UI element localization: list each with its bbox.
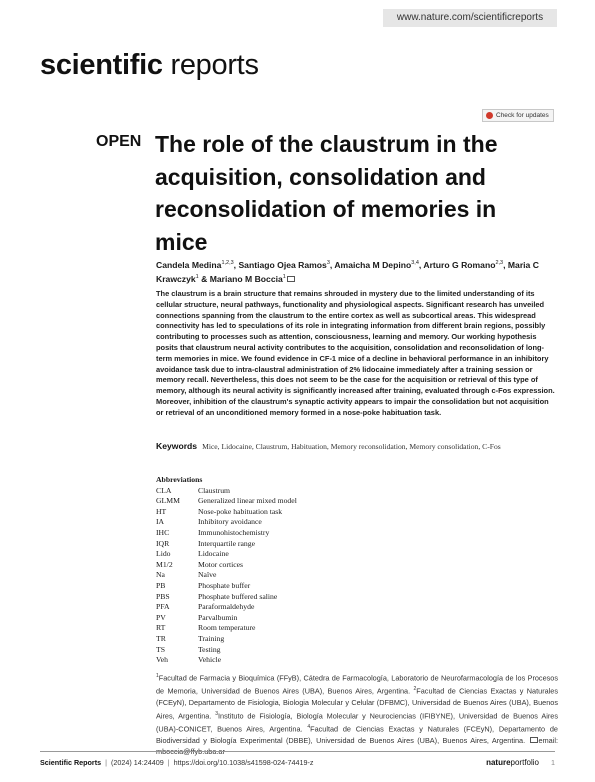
author-affiliation-sup: 1,2,3 — [221, 260, 234, 266]
abbreviation-row — [156, 560, 456, 571]
abbreviation-definition: Parvalbumin — [198, 612, 238, 622]
footer-separator: | — [105, 757, 107, 767]
email-label: email: — [538, 735, 559, 745]
journal-url-link[interactable]: www.nature.com/scientificreports — [383, 9, 557, 27]
footer-divider — [40, 751, 555, 752]
author-name[interactable]: Mariano M Boccia — [209, 274, 283, 285]
abbreviation-definition: Testing — [198, 644, 221, 654]
affiliations — [156, 671, 558, 758]
abbreviation-term: M1/2 — [156, 559, 173, 569]
abbreviation-definition: Lidocaine — [198, 549, 229, 559]
abbreviation-definition: Motor cortices — [198, 559, 244, 569]
abbreviation-row — [156, 613, 456, 624]
abbreviation-row — [156, 623, 456, 634]
abbreviation-definition: Vehicle — [198, 655, 222, 665]
abbreviation-definition: Naïve — [198, 570, 217, 580]
mail-icon — [530, 737, 538, 743]
footer-journal: Scientific Reports — [40, 757, 102, 767]
abbreviation-row — [156, 645, 456, 656]
affiliation-sup: 2 — [413, 686, 417, 693]
author-affiliation-sup: 2,3 — [495, 260, 504, 266]
abbreviation-definition: Nose-poke habituation task — [198, 506, 283, 516]
abbreviation-term: PFA — [156, 602, 170, 612]
abbreviation-definition: Room temperature — [198, 623, 256, 633]
abbreviations-list — [156, 486, 456, 666]
affiliation-3: Instituto de Fisiología, Biología Molecular y Neurociencias (IFIBYNE), Universidad de Buenos Aires (UBA)-CONICET, Buenos Aires, Argentina. — [156, 711, 559, 734]
abbreviation-term: Veh — [156, 655, 168, 665]
abbreviation-term: PV — [156, 612, 166, 622]
author-list: Candela Medina$^{1,2,3}$, Santiago Ojea Ramos$^3$, Amaicha M Depino$^{3,4}$, Arturo G Romano$^{2,3}$, Maria C Krawczyk$^1$ & Mariano M Boccia$^1$ — [156, 259, 539, 285]
abbreviation-term: IHC — [156, 527, 170, 537]
email-link[interactable]: mboccia@ffyb.uba.ar — [156, 747, 225, 757]
keywords-section — [156, 441, 558, 453]
abbreviation-definition: Phosphate buffered saline — [198, 591, 278, 601]
abbreviation-row — [156, 581, 456, 592]
affiliation-sup: 1 — [156, 673, 159, 679]
abbreviation-definition: Inhibitory avoidance — [198, 517, 262, 527]
abbreviation-term: Lido — [156, 549, 171, 559]
keywords-list: Mice, Lidocaine, Claustrum, Habituation, Memory reconsolidation, Memory consolidation, C-Fos — [202, 442, 501, 451]
abbreviation-row — [156, 602, 456, 613]
abbreviation-definition: Generalized linear mixed model — [198, 496, 297, 506]
author-name[interactable]: Candela Medina — [156, 259, 222, 270]
logo-nature: nature — [486, 757, 511, 767]
logo-scientific: scientific — [40, 49, 163, 81]
author-name[interactable]: Arturo G Romano — [423, 259, 496, 270]
affiliation-2: Facultad de Ciencias Exactas y Naturales (FCEyN), Departamento de Fisiologia, Biologia Molecular y Celular (DFBMC), Universidad de Buenos Aires (UBA), Buenos Aires, Argentina. — [156, 686, 559, 721]
abbreviation-term: HT — [156, 506, 167, 516]
logo-portfolio: portfolio — [510, 757, 539, 767]
abbreviation-row — [156, 549, 456, 560]
check-for-updates-button[interactable] — [482, 109, 554, 122]
abbreviation-row — [156, 528, 456, 539]
author-affiliation-sup: 3 — [326, 260, 330, 266]
abbreviation-term: RT — [156, 623, 166, 633]
abbreviation-term: TR — [156, 633, 166, 643]
abbreviations-title: Abbreviations — [156, 475, 203, 484]
affiliation-4: Facultad de Ciencias Exactas y Naturales (FCEyN), Departamento de Biodiversidad y Biología Experimental (DBBE), Universidad de Buenos Aires (UBA), Buenos Aires, Argentina. — [156, 724, 558, 745]
abbreviations-section — [156, 475, 456, 666]
author-name[interactable]: Maria C Krawczyk — [156, 259, 539, 285]
open-access-label: OPEN — [96, 133, 142, 150]
abbreviation-row — [156, 507, 456, 518]
abbreviation-row — [156, 655, 456, 666]
corresponding-author-mail-icon[interactable] — [287, 276, 295, 282]
abbreviation-definition: Claustrum — [198, 485, 231, 495]
abbreviation-definition: Immunohistochemistry — [198, 527, 270, 537]
affiliation-sup: 3 — [215, 710, 218, 717]
abbreviation-row — [156, 486, 456, 497]
check-updates-label: Check for updates — [496, 112, 549, 119]
abstract: The claustrum is a brain structure that remains shrouded in mystery due to the limited understanding of its cellular structure, neural pathways, functionality and physiological aspects. Significant research has unveiled connections spanning from the claustrum to the entire cortex as well as subcortical areas. This widespread connectivity has led to speculations of its role in integrating information from different brain regions, possibly contributing to processes such as attention, consciousness, learning and memory. Our working hypothesis posits that claustrum neural activity contributes to the acquisition, consolidation and reconsolidation of long-term memories in mice. We found evidence in CF-1 mice of a decline in behavioral performance in an inhibitory avoidance task due to intra-claustral administration of 2% lidocaine immediately after a training session or memory recall. Nevertheless, this does not seem to be the case for the acquisition or retrieval of this type of memory, although its neural activity is significantly increased after training, evaluated through c-Fos expression. Moreover, inhibition of the claustrum's synaptic activity appears to impair the consolidation but not acquisition or retrieval of an unconditioned memory formed in a nose-poke habituation task. — [156, 289, 555, 417]
abbreviation-row — [156, 592, 456, 603]
logo-reports: reports — [170, 49, 259, 81]
abbreviation-definition: Phosphate buffer — [198, 580, 251, 590]
crossmark-icon — [486, 112, 493, 119]
abbreviation-term: IA — [156, 517, 165, 527]
nature-portfolio-logo — [486, 758, 539, 767]
author-name[interactable]: Santiago Ojea Ramos — [238, 259, 327, 270]
keywords-label: Keywords — [156, 441, 198, 451]
abbreviation-term: IQR — [156, 538, 170, 548]
author-name[interactable]: Amaicha M Depino — [334, 259, 412, 270]
abbreviation-term: CLA — [156, 485, 172, 495]
abbreviation-definition: Interquartile range — [198, 538, 255, 548]
abbreviation-row — [156, 496, 456, 507]
page-footer — [40, 756, 555, 768]
journal-logo — [40, 49, 259, 82]
page-number: 1 — [551, 757, 555, 767]
footer-separator: | — [167, 757, 170, 767]
author-affiliation-sup: 1 — [195, 274, 199, 281]
abbreviation-term: Na — [156, 570, 165, 580]
footer-doi-link[interactable]: https://doi.org/10.1038/s41598-024-74419-z — [173, 757, 314, 767]
abbreviation-row — [156, 517, 456, 528]
author-affiliation-sup: 3,4 — [411, 260, 419, 266]
author-affiliation-sup: 1 — [282, 274, 286, 281]
abbreviation-row — [156, 539, 456, 550]
abbreviation-definition: Paraformaldehyde — [198, 602, 255, 612]
abbreviation-definition: Training — [198, 633, 225, 643]
article-title: The role of the claustrum in the acquisition, consolidation and reconsolidation of memories in mice — [155, 131, 498, 255]
abbreviation-row — [156, 634, 456, 645]
abbreviation-term: PB — [156, 580, 166, 590]
affiliation-sup: 4 — [307, 723, 311, 730]
footer-citation: (2024) 14:24409 — [110, 757, 164, 767]
affiliation-1: Facultad de Farmacia y Bioquímica (FFyB), Cátedra de Farmacología, Laboratorio de Neurofarmacología de los Procesos de Memoria, Universidad de Buenos Aires (UBA), Buenos Aires, Argentina. — [156, 673, 558, 696]
abbreviation-term: PBS — [156, 591, 170, 601]
abbreviation-row — [156, 570, 456, 581]
abbreviation-term: GLMM — [156, 496, 180, 506]
abbreviation-term: TS — [156, 644, 165, 654]
